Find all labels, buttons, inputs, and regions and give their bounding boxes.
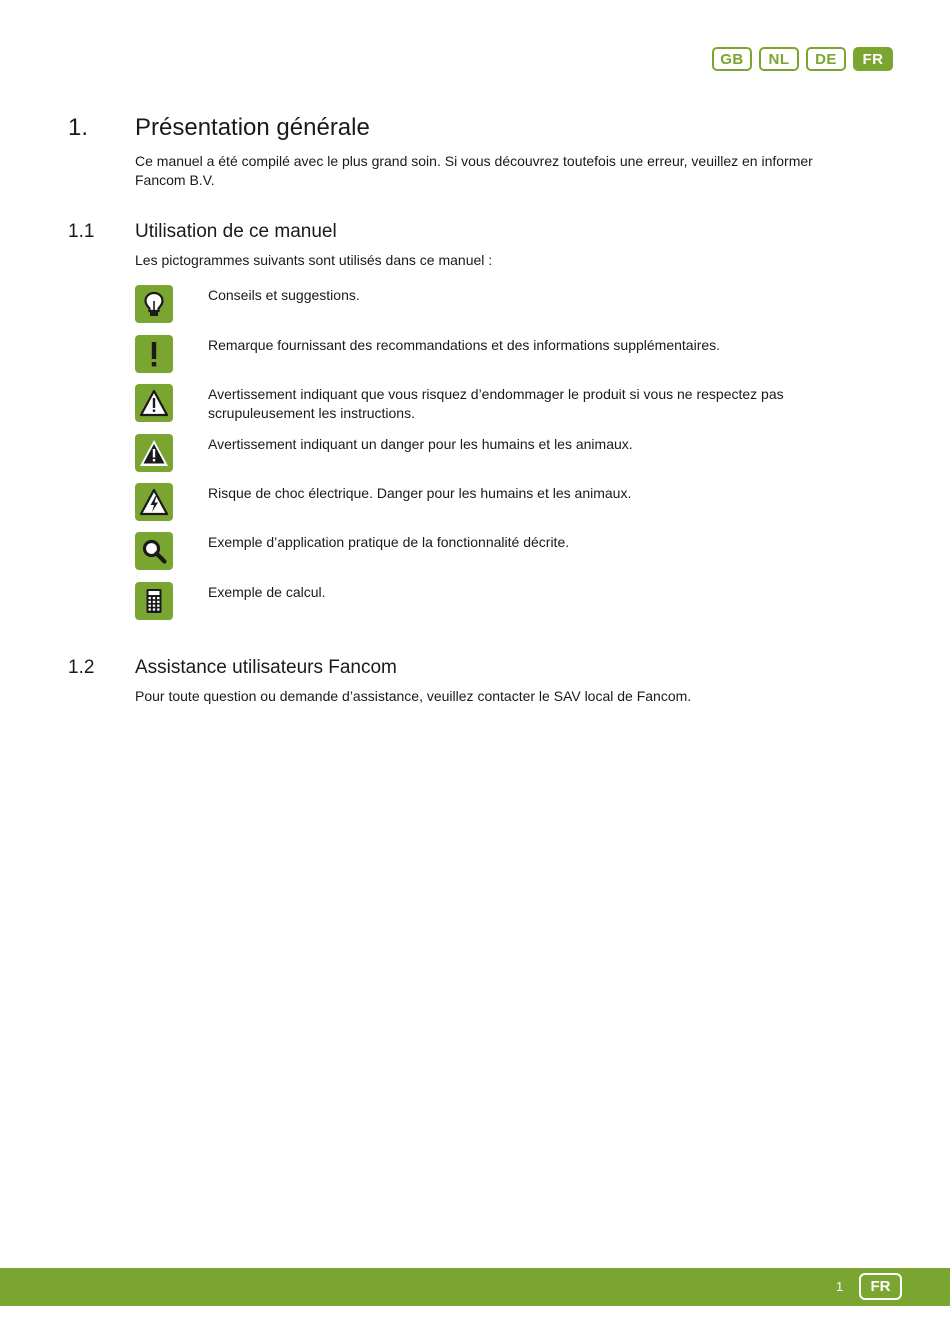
language-tabs bbox=[712, 47, 893, 71]
exclamation-icon bbox=[135, 335, 173, 373]
section-title: Assistance utilisateurs Fancom bbox=[135, 657, 397, 678]
page-number: 1 bbox=[836, 1279, 844, 1294]
pictogram-label: Exemple d’application pratique de la fonctionnalité décrite. bbox=[208, 534, 570, 550]
pictogram-row-caution bbox=[135, 384, 850, 423]
pictogram-row-note bbox=[135, 335, 850, 373]
section-title: Utilisation de ce manuel bbox=[135, 221, 337, 242]
pictogram-label: Exemple de calcul. bbox=[208, 584, 326, 600]
pictogram-row-calculation bbox=[135, 582, 850, 620]
pictogram-label: Conseils et suggestions. bbox=[208, 287, 360, 303]
electric-shock-icon bbox=[135, 483, 173, 521]
pictogram-row-example bbox=[135, 532, 850, 570]
lang-tab-nl[interactable]: NL bbox=[759, 47, 799, 71]
lang-tab-de[interactable]: DE bbox=[806, 47, 846, 71]
intro-paragraph: Ce manuel a été compilé avec le plus grand soin. Si vous découvrez toutefois une erreur, veuillez en informer Fancom B.V. bbox=[135, 153, 813, 188]
pictogram-row-electric bbox=[135, 483, 850, 521]
support-paragraph: Pour toute question ou demande d’assistance, veuillez contacter le SAV local de Fancom. bbox=[135, 688, 692, 704]
pictogram-row-tips bbox=[135, 285, 850, 323]
section-number: 1.2 bbox=[68, 657, 95, 678]
magnifier-icon bbox=[135, 532, 173, 570]
section-number: 1. bbox=[68, 114, 89, 141]
lang-tab-gb[interactable]: GB bbox=[712, 47, 752, 71]
pictograms-intro: Les pictogrammes suivants sont utilisés dans ce manuel : bbox=[135, 252, 493, 268]
lang-tab-fr[interactable]: FR bbox=[853, 47, 893, 71]
pictogram-label: Avertissement indiquant un danger pour les humains et les animaux. bbox=[208, 436, 633, 452]
section-heading-1 bbox=[68, 114, 890, 142]
pictogram-row-danger bbox=[135, 434, 850, 472]
section-heading-1-1 bbox=[68, 221, 890, 243]
pictogram-label: Remarque fournissant des recommandations et des informations supplémentaires. bbox=[208, 337, 721, 353]
lightbulb-icon bbox=[135, 285, 173, 323]
pictogram-label: Risque de choc électrique. Danger pour les humains et les animaux. bbox=[208, 485, 632, 501]
danger-triangle-icon bbox=[135, 434, 173, 472]
section-heading-1-2 bbox=[68, 657, 890, 679]
section-number: 1.1 bbox=[68, 221, 95, 242]
footer-language-badge[interactable]: FR bbox=[859, 1273, 902, 1300]
calculator-icon bbox=[135, 582, 173, 620]
section-title: Présentation générale bbox=[135, 114, 370, 141]
footer-bar bbox=[0, 1268, 950, 1306]
warning-triangle-icon bbox=[135, 384, 173, 422]
pictogram-label: Avertissement indiquant que vous risquez d’endommager le produit si vous ne respectez pas scrupuleusement les instructions. bbox=[208, 386, 784, 421]
